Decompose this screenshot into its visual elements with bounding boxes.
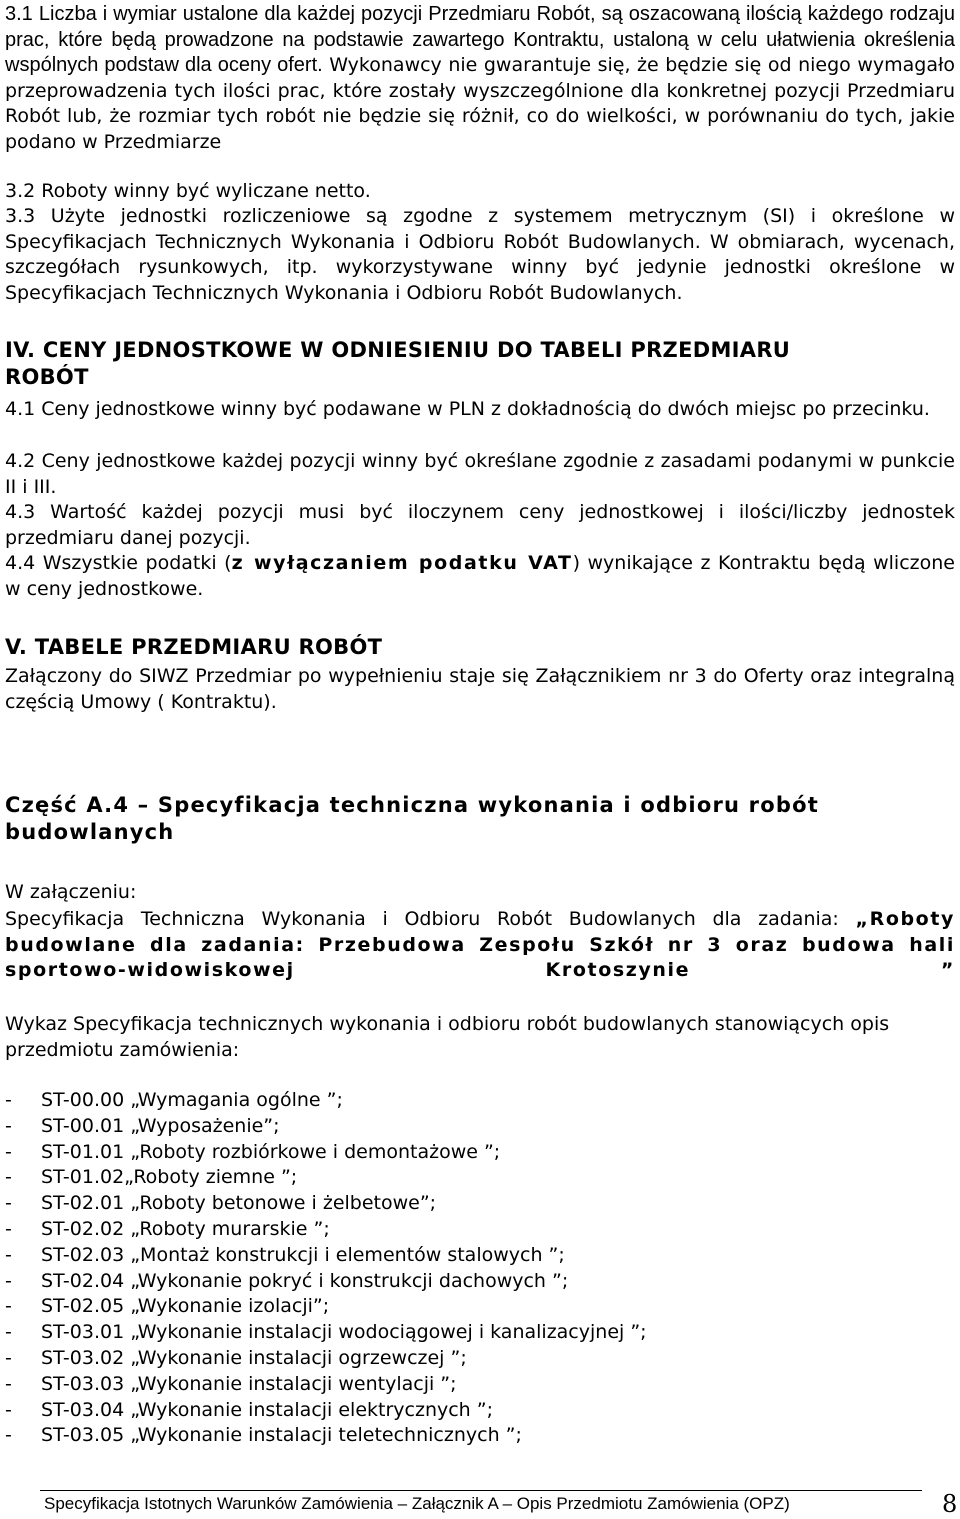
list-item-text: ST-03.04 „Wykonanie instalacji elektrycznych ”; — [41, 1398, 494, 1421]
paragraph-3-1-lead: 3.1 Liczba i wymiar ustalone dla każdej pozycji Przedmiaru Robót, są oszacowaną ilością każdego rodzaju prac, które będą prowadzone na podstawie zawartego Kontraktu, ustaloną w celu ułatwienia określenia wspólnych podstaw dla oceny ofert. — [5, 3, 955, 77]
list-dash: - — [5, 1269, 12, 1292]
list-dash: - — [5, 1295, 12, 1318]
section-5-heading: V. TABELE PRZEDMIARU ROBÓT — [5, 635, 383, 659]
list-item — [5, 1294, 955, 1320]
paragraph-3-1-rest: Wykonawcy nie gwarantuje się, że będzie się od niego wymagało przeprowadzenia tych ilości prac, które zostały wyszczególnione dla konkretnej pozycji Przedmiaru Robót lub, że rozmiar tych robót nie będzie się różnił, co do wielkości, w porównaniu do tych, jakie podano w Przedmiarze — [5, 54, 956, 153]
paragraph-4-1: 4.1 Ceny jednostkowe winny być podawane w PLN z dokładnością do dwóch miejsc po przecinku. — [5, 398, 930, 420]
list-dash: - — [5, 1089, 12, 1111]
list-item-text: ST-03.02 „Wykonanie instalacji ogrzewczej ”; — [41, 1346, 467, 1369]
list-item-text: ST-02.04 „Wykonanie pokryć i konstrukcji dachowych ”; — [41, 1269, 569, 1292]
attachment-label: W załączeniu: — [5, 881, 137, 903]
list-dash: - — [5, 1243, 12, 1266]
list-item-text: ST-03.01 „Wykonanie instalacji wodociągowej i kanalizacyjnej ”; — [41, 1321, 647, 1344]
list-item-text: ST-03.05 „Wykonanie instalacji teletechnicznych ”; — [41, 1424, 522, 1447]
list-dash: - — [5, 1192, 12, 1215]
paragraph-4-4-c: ) wynikające z Kontraktu będą wliczone w ceny jednostkowe. — [5, 552, 955, 600]
list-item — [5, 1269, 955, 1295]
list-dash: - — [5, 1424, 12, 1447]
list-dash: - — [5, 1217, 12, 1240]
footer-text: Specyfikacja Istotnych Warunków Zamówienia – Załącznik A – Opis Przedmiotu Zamówienia (OPZ) — [44, 1494, 790, 1513]
page-number: 8 — [942, 1490, 958, 1518]
list-dash: - — [5, 1346, 12, 1369]
list-item-text: ST-00.00 „Wymagania ogólne ”; — [41, 1089, 343, 1111]
list-dash: - — [5, 1321, 12, 1344]
list-item — [5, 1372, 955, 1398]
list-intro: Wykaz Specyfikacja technicznych wykonania i odbioru robót budowlanych stanowiących opis przedmiotu zamówienia: — [5, 1013, 890, 1061]
list-item-text: ST-01.02„Roboty ziemne ”; — [41, 1166, 298, 1189]
paragraph-5-1: Załączony do SIWZ Przedmiar po wypełnieniu staje się Załącznikiem nr 3 do Oferty oraz integralną częścią Umowy ( Kontraktu). — [5, 665, 955, 713]
paragraph-4-2: 4.2 Ceny jednostkowe każdej pozycji winny być określane zgodnie z zasadami podanymi w punkcie II i III. — [5, 450, 955, 498]
list-dash: - — [5, 1398, 12, 1421]
list-item — [5, 1165, 955, 1191]
paragraph-3-3: 3.3 Użyte jednostki rozliczeniowe są zgodne z systemem metrycznym (SI) i określone w Specyfikacjach Technicznych Wykonania i Odbioru Robót Budowlanych. W obmiarach, wycenach, szczegółach rysunkowych, itp. wykorzystywane winny być jedynie jednostki określone w Specyfikacjach Technicznych Wykonania i Odbioru Robót Budowlanych. — [5, 205, 955, 304]
list-item-text: ST-01.01 „Roboty rozbiórkowe i demontażowe ”; — [41, 1140, 501, 1163]
paragraph-4-4-bold: z wyłączaniem podatku VAT — [231, 552, 573, 574]
list-item-text: ST-00.01 „Wyposażenie”; — [41, 1114, 280, 1137]
spec-task-title: „Roboty budowlane dla zadania: Przebudowa Zespołu Szkół nr 3 oraz budowa hali sportowo-widowiskowej Krotoszynie ” — [5, 908, 955, 982]
paragraph-4-3: 4.3 Wartość każdej pozycji musi być iloczynem ceny jednostkowej i ilości/liczby jednostek przedmiaru danej pozycji. — [5, 501, 955, 549]
list-item — [5, 1088, 955, 1114]
list-item — [5, 1398, 955, 1424]
list-item-text: ST-03.03 „Wykonanie instalacji wentylacji ”; — [41, 1372, 457, 1395]
spec-list — [5, 1088, 955, 1449]
list-item-text: ST-02.03 „Montaż konstrukcji i elementów stalowych ”; — [41, 1243, 565, 1266]
list-dash: - — [5, 1140, 12, 1163]
list-item — [5, 1423, 955, 1449]
list-item — [5, 1114, 955, 1140]
paragraph-4-4 — [5, 551, 955, 602]
list-item — [5, 1243, 955, 1269]
list-item — [5, 1140, 955, 1166]
list-item — [5, 1320, 955, 1346]
footer-divider — [40, 1490, 922, 1491]
spec-intro: Specyfikacja Techniczna Wykonania i Odbioru Robót Budowlanych dla zadania: — [5, 908, 856, 930]
paragraph-3-2: 3.2 Roboty winny być wyliczane netto. — [5, 180, 371, 202]
list-item — [5, 1217, 955, 1243]
list-item — [5, 1346, 955, 1372]
list-item — [5, 1191, 955, 1217]
list-dash: - — [5, 1114, 12, 1137]
list-dash: - — [5, 1166, 12, 1189]
list-item-text: ST-02.02 „Roboty murarskie ”; — [41, 1217, 330, 1240]
paragraph-3-1 — [5, 2, 955, 156]
part-a4-heading: Część A.4 – Specyfikacja techniczna wykonania i odbioru robót budowlanych — [5, 793, 819, 844]
list-dash: - — [5, 1372, 12, 1395]
spec-paragraph — [5, 907, 955, 984]
list-item-text: ST-02.01 „Roboty betonowe i żelbetowe”; — [41, 1192, 437, 1215]
list-item-text: ST-02.05 „Wykonanie izolacji”; — [41, 1295, 330, 1318]
paragraph-4-4-a: 4.4 Wszystkie podatki ( — [5, 552, 232, 574]
section-4-heading: IV. CENY JEDNOSTKOWE W ODNIESIENIU DO TABELI PRZEDMIARU ROBÓT — [5, 338, 791, 389]
